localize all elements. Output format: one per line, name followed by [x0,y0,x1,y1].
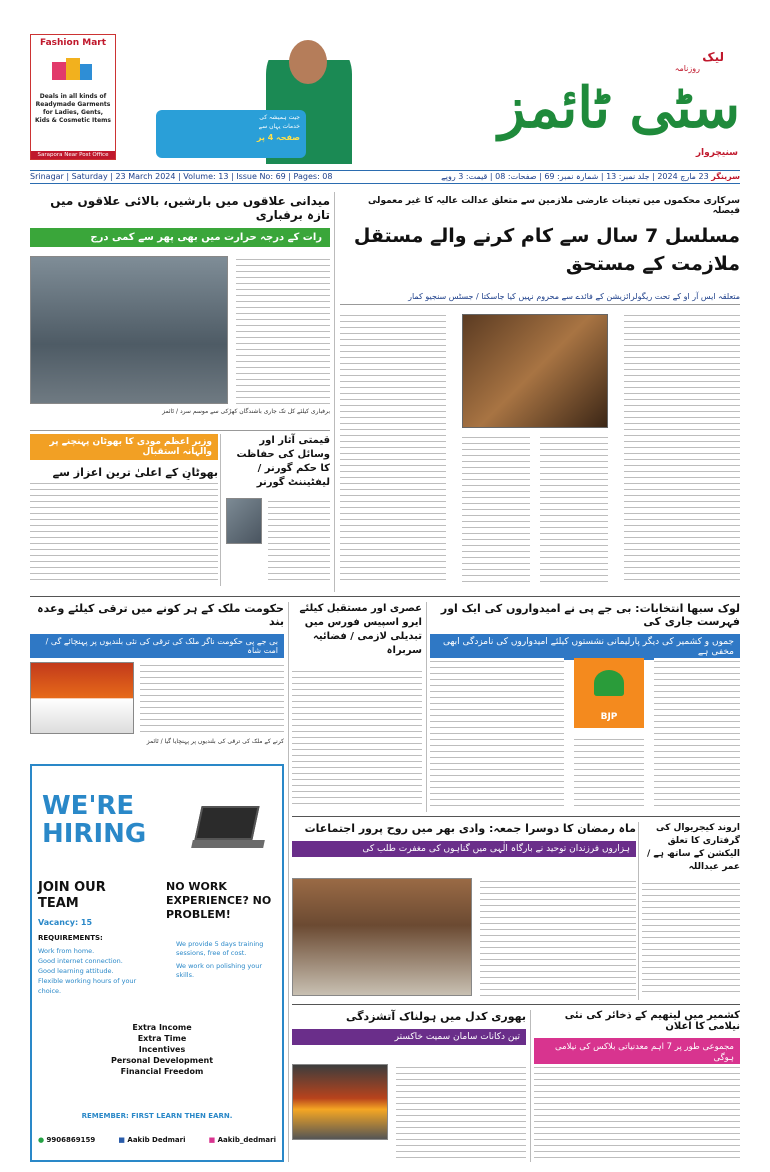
no-work-title: NO WORK EXPERIENCE? NO PROBLEM! [166,880,272,921]
amit-shah-banner: بی جے پی حکومت ناگر ملک کی ترقی کی نئی بلندیوں پر پہنچائے گی / امت شاہ [30,634,284,658]
prayer-photo [292,878,472,996]
lithium-story [534,1010,740,1162]
ramzan-story [292,822,636,1000]
whatsapp-phone[interactable]: ● 9906869159 [38,1136,96,1144]
offers-list [176,940,280,980]
ramzan-headline: ماہ رمضان کا دوسرا جمعہ: وادی بھر میں روح پرور اجتماعات [304,822,636,835]
cricketer-ad [156,34,352,164]
ad-line2: خدمات یہاں سے [258,123,300,130]
lead-kicker: سرکاری محکموں میں تعینات عارضی ملازمین سے متعلق عدالت عالیہ کا غیر معمولی فیصلہ [367,196,740,216]
governor-headline: قیمتی آثار اور وسائل کی حفاظت کا حکم گورنر / لیفٹیننٹ گورنر [236,435,330,488]
offer-item: We provide 5 days training sessions, free of cost. [176,940,264,957]
lead-subhead: متعلقہ ایس آر او کے تحت ریگولرائزیشن کے فائدے سے محروم نہیں کیا جاسکتا / جسٹس سنجیو کمار [340,292,740,305]
perk-item: Incentives [138,1045,186,1054]
governor-text [268,498,330,582]
bhutan-banner: وزیر اعظم مودی کا بھوٹان پہنچنے پر والہانہ استقبال [30,434,218,460]
masthead-daily: روزنامہ [674,64,700,73]
lithium-text [534,1064,740,1160]
ad-title: Fashion Mart [39,38,107,48]
amit-shah-photo [30,662,134,734]
dateline-bar: Srinagar | Saturday | 23 March 2024 | Volume: 13 | Issue No: 69 | Pages: 08 سرینگر 23 مارچ 2024 | جلد نمبر: 13 | شمارہ نمبر: 69 | صفحات: 08 | قیمت: 3 روپے [30,170,740,184]
fire-story [292,1010,526,1162]
rain-photo [30,256,228,404]
gavel-photo [462,314,608,428]
perk-item: Extra Time [137,1034,187,1043]
dateline-urdu-issue: شمارہ نمبر: 69 [544,172,599,181]
perk-item: Extra Income [132,1023,192,1032]
fire-text [396,1064,526,1160]
masthead-brand: لیک [702,50,724,64]
lok-sabha-banner: جموں و کشمیر کی دیگر پارلیمانی نشستوں کیلئے امیدواروں کی نامزدگی ابھی مخفی ہے [430,634,740,660]
dateline-city: Srinagar [30,172,64,181]
lok-sabha-story [430,602,740,812]
airforce-text [292,668,422,808]
facebook-link[interactable]: ■ Aakib Dedmari [118,1136,186,1144]
dateline-urdu-price: قیمت: 3 روپے [441,172,488,181]
dateline-urdu-date: 23 مارچ 2024 [657,172,709,181]
weather-caption: برفباری کیلئے کل تک جاری باشندگان کھڑکی سے موسم سرد / ٹائمز [162,408,330,415]
lead-col-1 [624,312,740,582]
lok-sabha-col-1 [654,658,740,808]
player-head [289,40,327,84]
requirement-item: Good learning attitude. [38,967,114,975]
governor-story [226,434,330,586]
arrest-text [642,880,740,996]
requirements-title: REQUIREMENTS: [38,934,103,942]
masthead-logo: سٹی ٹائمز [498,75,740,141]
requirements-list [38,946,148,996]
offer-item: We work on polishing your skills. [176,962,263,979]
governor-photo [226,498,262,544]
contact-bar [38,1136,276,1144]
ad-banner [156,110,306,158]
perk-item: Personal Development [110,1056,214,1065]
whatsapp-icon: ● [38,1136,45,1144]
instagram-icon: ■ [208,1136,216,1144]
arrest-story [642,822,740,1000]
join-title: JOIN OUR TEAM [38,880,106,911]
lithium-headline: کشمیر میں لیتھیم کے ذخائر کی نئی نیلامی کا اعلان [564,1010,740,1032]
dateline-pages: Pages: 08 [293,172,333,181]
bjp-logo [574,658,644,728]
masthead-day: سنیچروار [695,148,738,158]
amit-shah-text [140,662,284,734]
instagram-link[interactable]: ■ Aakib_dedmari [208,1136,276,1144]
requirement-item: Good internet connection. [38,957,123,965]
hiring-tagline: REMEMBER: FIRST LEARN THEN EARN. [81,1112,233,1120]
lotus-icon [594,670,624,696]
lead-col-4 [340,312,446,582]
lok-sabha-col-2 [574,736,644,808]
laptop-icon [192,806,264,852]
lead-story [340,192,740,592]
lok-sabha-headline: لوک سبھا انتخابات: بی جے پی نے امیدواروں کی ایک اور فہرست جاری کی [440,602,740,628]
lead-col-3 [462,434,530,582]
requirement-item: Flexible working hours of your choice. [38,977,137,995]
ad-line3: صفحہ 4 پر [256,133,300,142]
bhutan-text [30,480,218,584]
ad-line1: جیت ہمیشہ کی [259,114,300,121]
bjp-label: BJP [600,712,618,722]
facebook-icon: ■ [118,1136,125,1144]
lok-sabha-col-3 [430,658,564,808]
lithium-banner: مجموعی طور پر 7 اہم معدنیاتی بلاکس کی نیلامی ہوگی [534,1038,740,1066]
dateline-issue: Issue No: 69 [236,172,286,181]
lead-headline: مسلسل 7 سال سے کام کرنے والے مستقل ملازمت کے مستحق [353,225,740,275]
ad-body: Deals in all kinds of Readymade Garments for Ladies, Gents, Kids & Cosmetic Items [35,93,111,124]
bhutan-story [30,434,218,586]
weather-text [236,256,330,404]
fire-headline: بھوری کدل میں ہولناک آتشزدگی [346,1010,526,1023]
amit-shah-story [30,602,284,754]
fashion-mart-ad [30,34,116,160]
perk-item: Financial Freedom [120,1067,204,1076]
dateline-urdu-pages: صفحات: 08 [495,172,537,181]
fire-photo [292,1064,388,1140]
weather-story [30,194,330,424]
dateline-urdu-volume: جلد نمبر: 13 [606,172,650,181]
arrest-headline: اروند کیجریوال کی گرفتاری کا تعلق الیکشن کے ساتھ ہے / عمر عبداللہ [646,823,740,872]
masthead [420,50,740,160]
weather-banner: رات کے درجہ حرارت میں بھی پھر سے کمی درج [30,228,330,247]
vacancy: Vacancy: 15 [38,918,93,927]
airforce-headline: عصری اور مستقبل کیلئے ایرو اسپیس فورس میں تبدیلی لازمی / فضائیہ سربراہ [299,603,422,656]
perks-list [92,1022,232,1077]
lead-col-2 [540,434,608,582]
amit-shah-headline: حکومت ملک کے ہر کونے میں ترقی کیلئے وعدہ بند [37,602,284,628]
dateline-urdu-city: سرینگر [711,172,740,181]
hiring-ad [30,764,284,1162]
ramzan-text [480,878,636,996]
ad-footer: Sarapora Near Post Office [31,151,115,159]
amit-shah-caption: کرنے کے ملک کی ترقی کی بلندیوں پر پہنچایا گیا / ٹائمز [146,738,284,745]
weather-headline: میدانی علاقوں میں بارشیں، بالائی علاقوں میں تازہ برفباری [50,194,330,222]
hiring-title: WE'RE HIRING [42,791,147,849]
dateline-volume: Volume: 13 [183,172,229,181]
requirement-item: Work from home. [38,947,95,955]
fire-banner: تین دکانات سامان سمیت خاکستر [292,1029,526,1045]
bhutan-headline: بھوٹان کے اعلیٰ ترین اعزاز سے [52,466,218,479]
dateline-date: 23 March 2024 [115,172,176,181]
airforce-story [292,602,422,812]
dateline-day: Saturday [71,172,108,181]
shopping-bags-icon [48,52,98,90]
ramzan-banner: ہزاروں فرزندان توحید نے بارگاہ الٰہی میں گناہوں کی مغفرت طلب کی [292,841,636,857]
